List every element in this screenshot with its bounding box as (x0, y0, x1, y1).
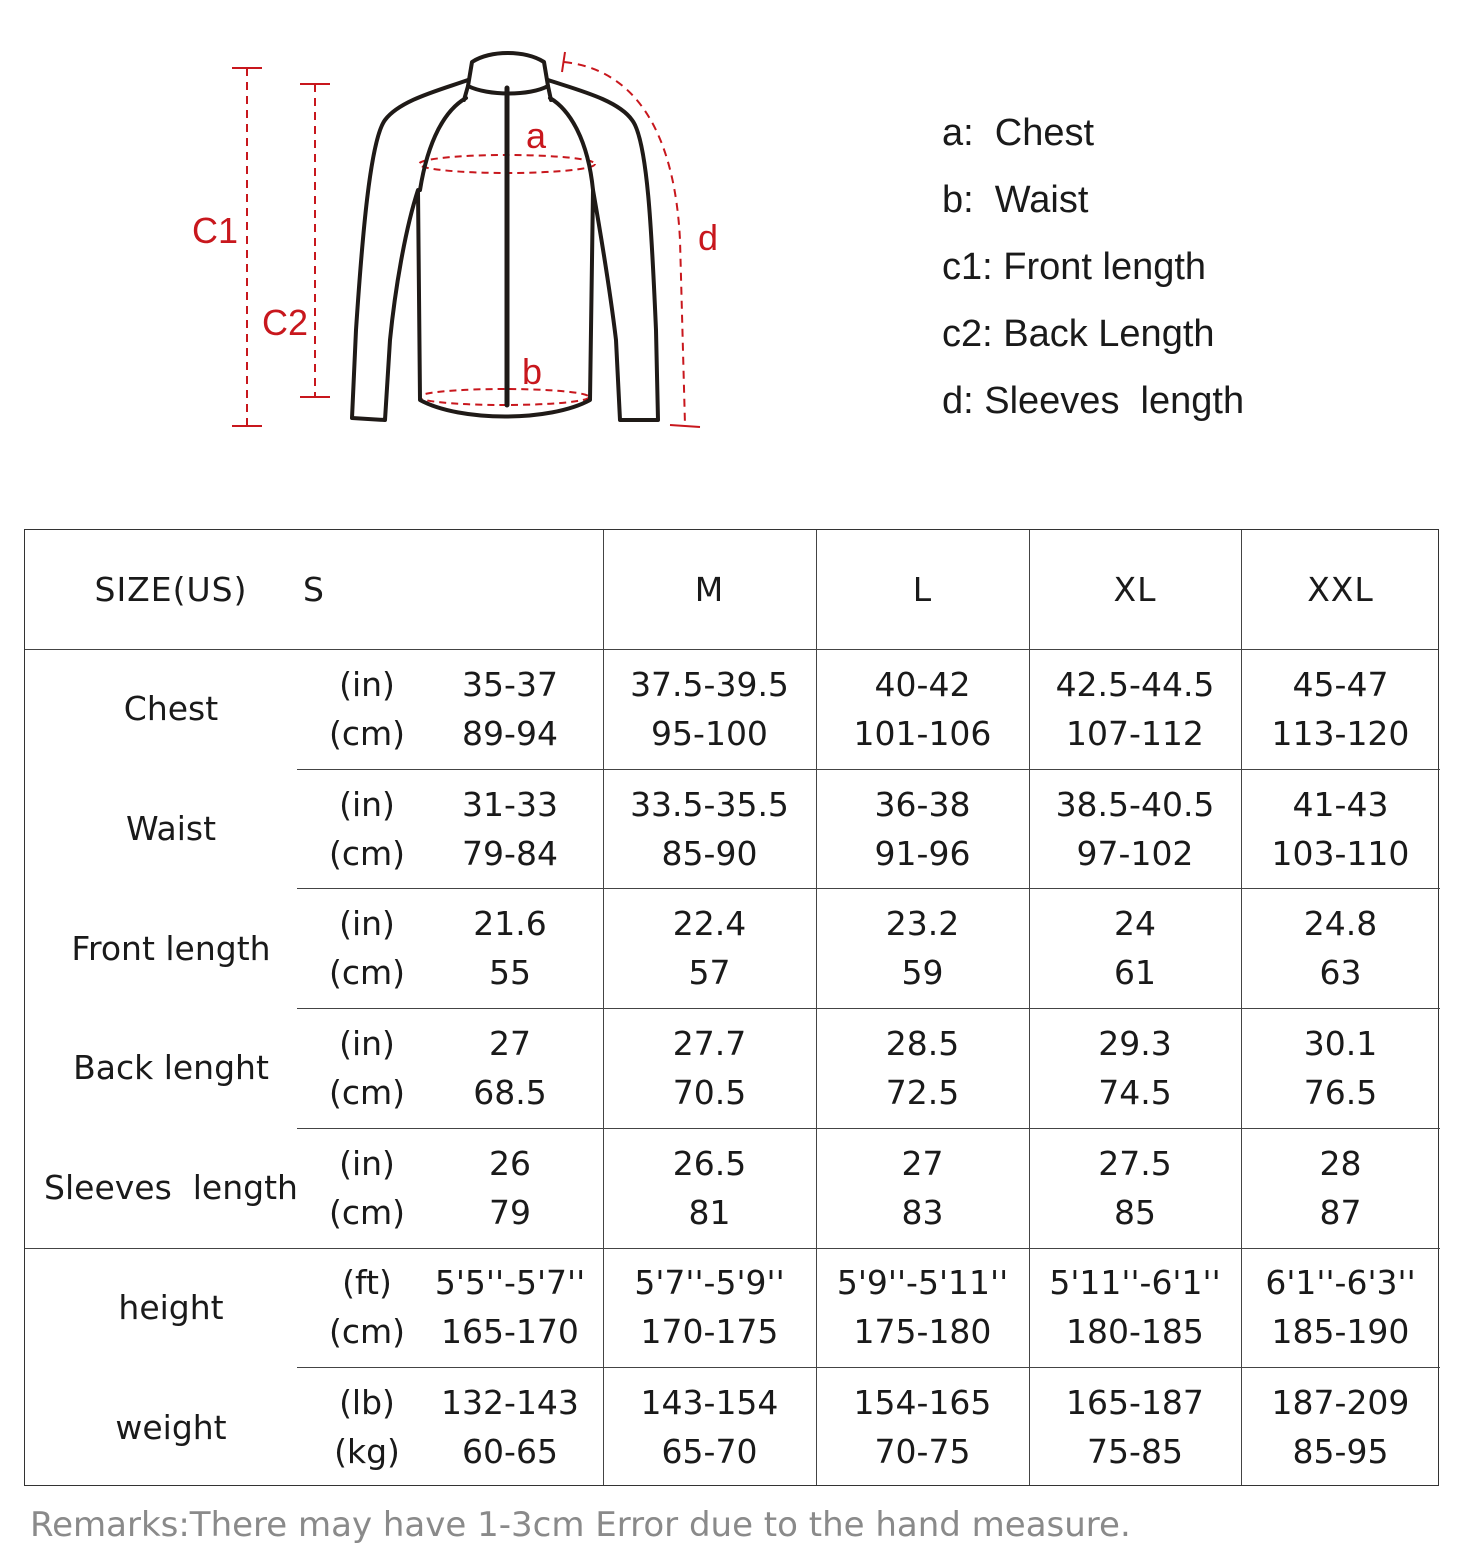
size-header-l: L (912, 570, 933, 609)
cell-value: 57 (688, 953, 731, 993)
cell-value: 5'5''-5'7'' (434, 1263, 586, 1303)
cell-value: 26.5 (672, 1143, 747, 1183)
row-label: Waist (125, 809, 217, 849)
cell-value: 40-42 (874, 664, 971, 704)
legend-item-back-length: c2: Back Length (942, 313, 1215, 355)
cell-value: 63 (1319, 953, 1362, 993)
cell-value: 113-120 (1271, 713, 1410, 753)
table-cell (1029, 1008, 1241, 1128)
column-divider (1241, 530, 1242, 1485)
cell-value: 42.5-44.5 (1055, 664, 1215, 704)
cell-value: 95-100 (651, 713, 768, 753)
table-cell (417, 1248, 603, 1368)
cell-value: 154-165 (853, 1383, 992, 1423)
cell-value: 28.5 (885, 1023, 960, 1063)
measurement-legend (942, 100, 1244, 435)
unit-text: (cm) (328, 1192, 406, 1232)
table-cell (1029, 888, 1241, 1008)
unit-text: (lb) (339, 1383, 395, 1423)
size-column-header: SIZE(US) (94, 570, 248, 609)
cell-value: 24.8 (1303, 904, 1378, 944)
unit-label (297, 1008, 437, 1128)
cell-value: 70.5 (672, 1072, 747, 1112)
table-cell (816, 769, 1029, 889)
cell-value: 27.7 (672, 1023, 747, 1063)
legend-item-front-length: c1: Front length (942, 246, 1207, 288)
unit-text: (kg) (334, 1432, 400, 1472)
table-cell (1241, 1008, 1440, 1128)
size-header-m: M (694, 570, 725, 609)
table-cell (1029, 1248, 1241, 1368)
cell-value: 27 (489, 1023, 531, 1063)
cell-value: 35-37 (462, 664, 558, 704)
size-header-xl: XL (1113, 570, 1157, 609)
table-cell (1029, 1128, 1241, 1248)
cell-value: 30.1 (1303, 1023, 1378, 1063)
unit-text: (in) (339, 784, 395, 824)
unit-label (297, 769, 437, 889)
cell-value: 97-102 (1076, 833, 1194, 873)
unit-text: (in) (339, 664, 395, 704)
unit-text: (cm) (328, 713, 406, 753)
cell-value: 74.5 (1098, 1072, 1172, 1112)
unit-label (297, 1248, 437, 1368)
size-header-s: S (303, 570, 325, 609)
table-cell (816, 1367, 1029, 1487)
unit-text: (in) (339, 1143, 395, 1183)
row-label: Front length (71, 928, 271, 968)
cell-value: 76.5 (1303, 1072, 1378, 1112)
row-label: weight (115, 1407, 227, 1447)
cell-value: 41-43 (1292, 784, 1389, 824)
cell-value: 165-170 (441, 1312, 579, 1352)
table-cell (816, 888, 1029, 1008)
unit-label (297, 1128, 437, 1248)
size-chart-table (24, 529, 1439, 1486)
unit-text: (cm) (328, 833, 406, 873)
table-cell (603, 1248, 816, 1368)
unit-text: (in) (339, 904, 395, 944)
table-cell (1241, 1367, 1440, 1487)
cell-value: 70-75 (874, 1432, 971, 1472)
table-cell (1241, 1128, 1440, 1248)
cell-value: 27.5 (1098, 1143, 1172, 1183)
cell-value: 101-106 (853, 713, 992, 753)
table-cell (603, 1008, 816, 1128)
cell-value: 5'11''-6'1'' (1049, 1263, 1221, 1303)
cell-value: 187-209 (1271, 1383, 1410, 1423)
table-cell (1029, 1367, 1241, 1487)
unit-text: (in) (339, 1023, 395, 1063)
cell-value: 31-33 (462, 784, 558, 824)
cell-value: 55 (489, 953, 531, 993)
unit-label (297, 649, 437, 769)
cell-value: 36-38 (874, 784, 971, 824)
cell-value: 5'9''-5'11'' (836, 1263, 1009, 1303)
cell-value: 87 (1319, 1192, 1362, 1232)
table-cell (417, 888, 603, 1008)
sleeve-label: d (698, 217, 719, 258)
legend-item-sleeves-length: d: Sleeves length (942, 380, 1245, 422)
table-cell (816, 1248, 1029, 1368)
unit-label (297, 1367, 437, 1487)
cell-value: 21.6 (473, 904, 547, 944)
table-cell (1029, 769, 1241, 889)
table-cell (603, 769, 816, 889)
table-cell (603, 888, 816, 1008)
column-divider (1029, 530, 1030, 1485)
unit-text: (cm) (328, 953, 406, 993)
cell-value: 143-154 (640, 1383, 779, 1423)
cell-value: 22.4 (672, 904, 747, 944)
c1-label: C1 (192, 210, 239, 251)
table-cell (816, 1008, 1029, 1128)
jacket-outline-icon (170, 40, 730, 450)
jacket-diagram (170, 40, 730, 450)
cell-value: 24 (1114, 904, 1156, 944)
table-cell (603, 649, 816, 769)
cell-value: 68.5 (473, 1072, 547, 1112)
cell-value: 79-84 (462, 833, 558, 873)
cell-value: 85-95 (1292, 1432, 1389, 1472)
cell-value: 91-96 (874, 833, 971, 873)
cell-value: 23.2 (885, 904, 960, 944)
table-cell (417, 649, 603, 769)
cell-value: 61 (1114, 953, 1156, 993)
table-cell (1241, 1248, 1440, 1368)
cell-value: 132-143 (441, 1383, 579, 1423)
unit-text: (cm) (328, 1072, 406, 1112)
cell-value: 103-110 (1271, 833, 1410, 873)
cell-value: 5'7''-5'9'' (634, 1263, 785, 1303)
cell-value: 65-70 (661, 1432, 758, 1472)
table-cell (816, 649, 1029, 769)
cell-value: 170-175 (640, 1312, 779, 1352)
cell-value: 6'1''-6'3'' (1265, 1263, 1416, 1303)
table-cell (417, 1008, 603, 1128)
table-cell (603, 1367, 816, 1487)
c2-label: C2 (262, 302, 309, 343)
cell-value: 180-185 (1066, 1312, 1204, 1352)
remarks-note: Remarks:There may have 1-3cm Error due to the hand measure. (30, 1505, 1131, 1545)
row-label: Sleeves length (44, 1168, 298, 1208)
cell-value: 83 (901, 1192, 944, 1232)
chest-label: a (526, 115, 547, 156)
unit-text: (ft) (342, 1263, 392, 1303)
table-cell (417, 1367, 603, 1487)
table-cell (1241, 769, 1440, 889)
row-label: Back lenght (73, 1048, 269, 1088)
unit-text: (cm) (328, 1312, 406, 1352)
cell-value: 107-112 (1066, 713, 1204, 753)
unit-label (297, 888, 437, 1008)
legend-item-waist: b: Waist (942, 179, 1089, 221)
cell-value: 28 (1319, 1143, 1362, 1183)
table-cell (1029, 649, 1241, 769)
cell-value: 60-65 (462, 1432, 558, 1472)
cell-value: 75-85 (1087, 1432, 1183, 1472)
cell-value: 29.3 (1098, 1023, 1172, 1063)
table-cell (417, 1128, 603, 1248)
cell-value: 38.5-40.5 (1055, 784, 1215, 824)
row-label: height (118, 1287, 224, 1327)
cell-value: 37.5-39.5 (630, 664, 789, 704)
cell-value: 85-90 (661, 833, 758, 873)
cell-value: 89-94 (462, 713, 558, 753)
table-cell (603, 1128, 816, 1248)
size-header-xxl: XXL (1307, 570, 1374, 609)
cell-value: 45-47 (1292, 664, 1389, 704)
table-cell (417, 769, 603, 889)
column-divider (603, 530, 604, 1485)
cell-value: 175-180 (853, 1312, 992, 1352)
cell-value: 85 (1114, 1192, 1156, 1232)
row-label: Chest (123, 689, 219, 729)
cell-value: 79 (489, 1192, 531, 1232)
cell-value: 165-187 (1066, 1383, 1204, 1423)
column-divider (816, 530, 817, 1485)
cell-value: 26 (489, 1143, 531, 1183)
table-cell (816, 1128, 1029, 1248)
legend-item-chest: a: Chest (942, 112, 1095, 154)
table-cell (1241, 888, 1440, 1008)
cell-value: 81 (688, 1192, 731, 1232)
table-cell (1241, 649, 1440, 769)
cell-value: 59 (901, 953, 944, 993)
cell-value: 27 (901, 1143, 944, 1183)
cell-value: 33.5-35.5 (630, 784, 789, 824)
waist-label: b (522, 351, 543, 392)
cell-value: 185-190 (1271, 1312, 1410, 1352)
cell-value: 72.5 (885, 1072, 960, 1112)
